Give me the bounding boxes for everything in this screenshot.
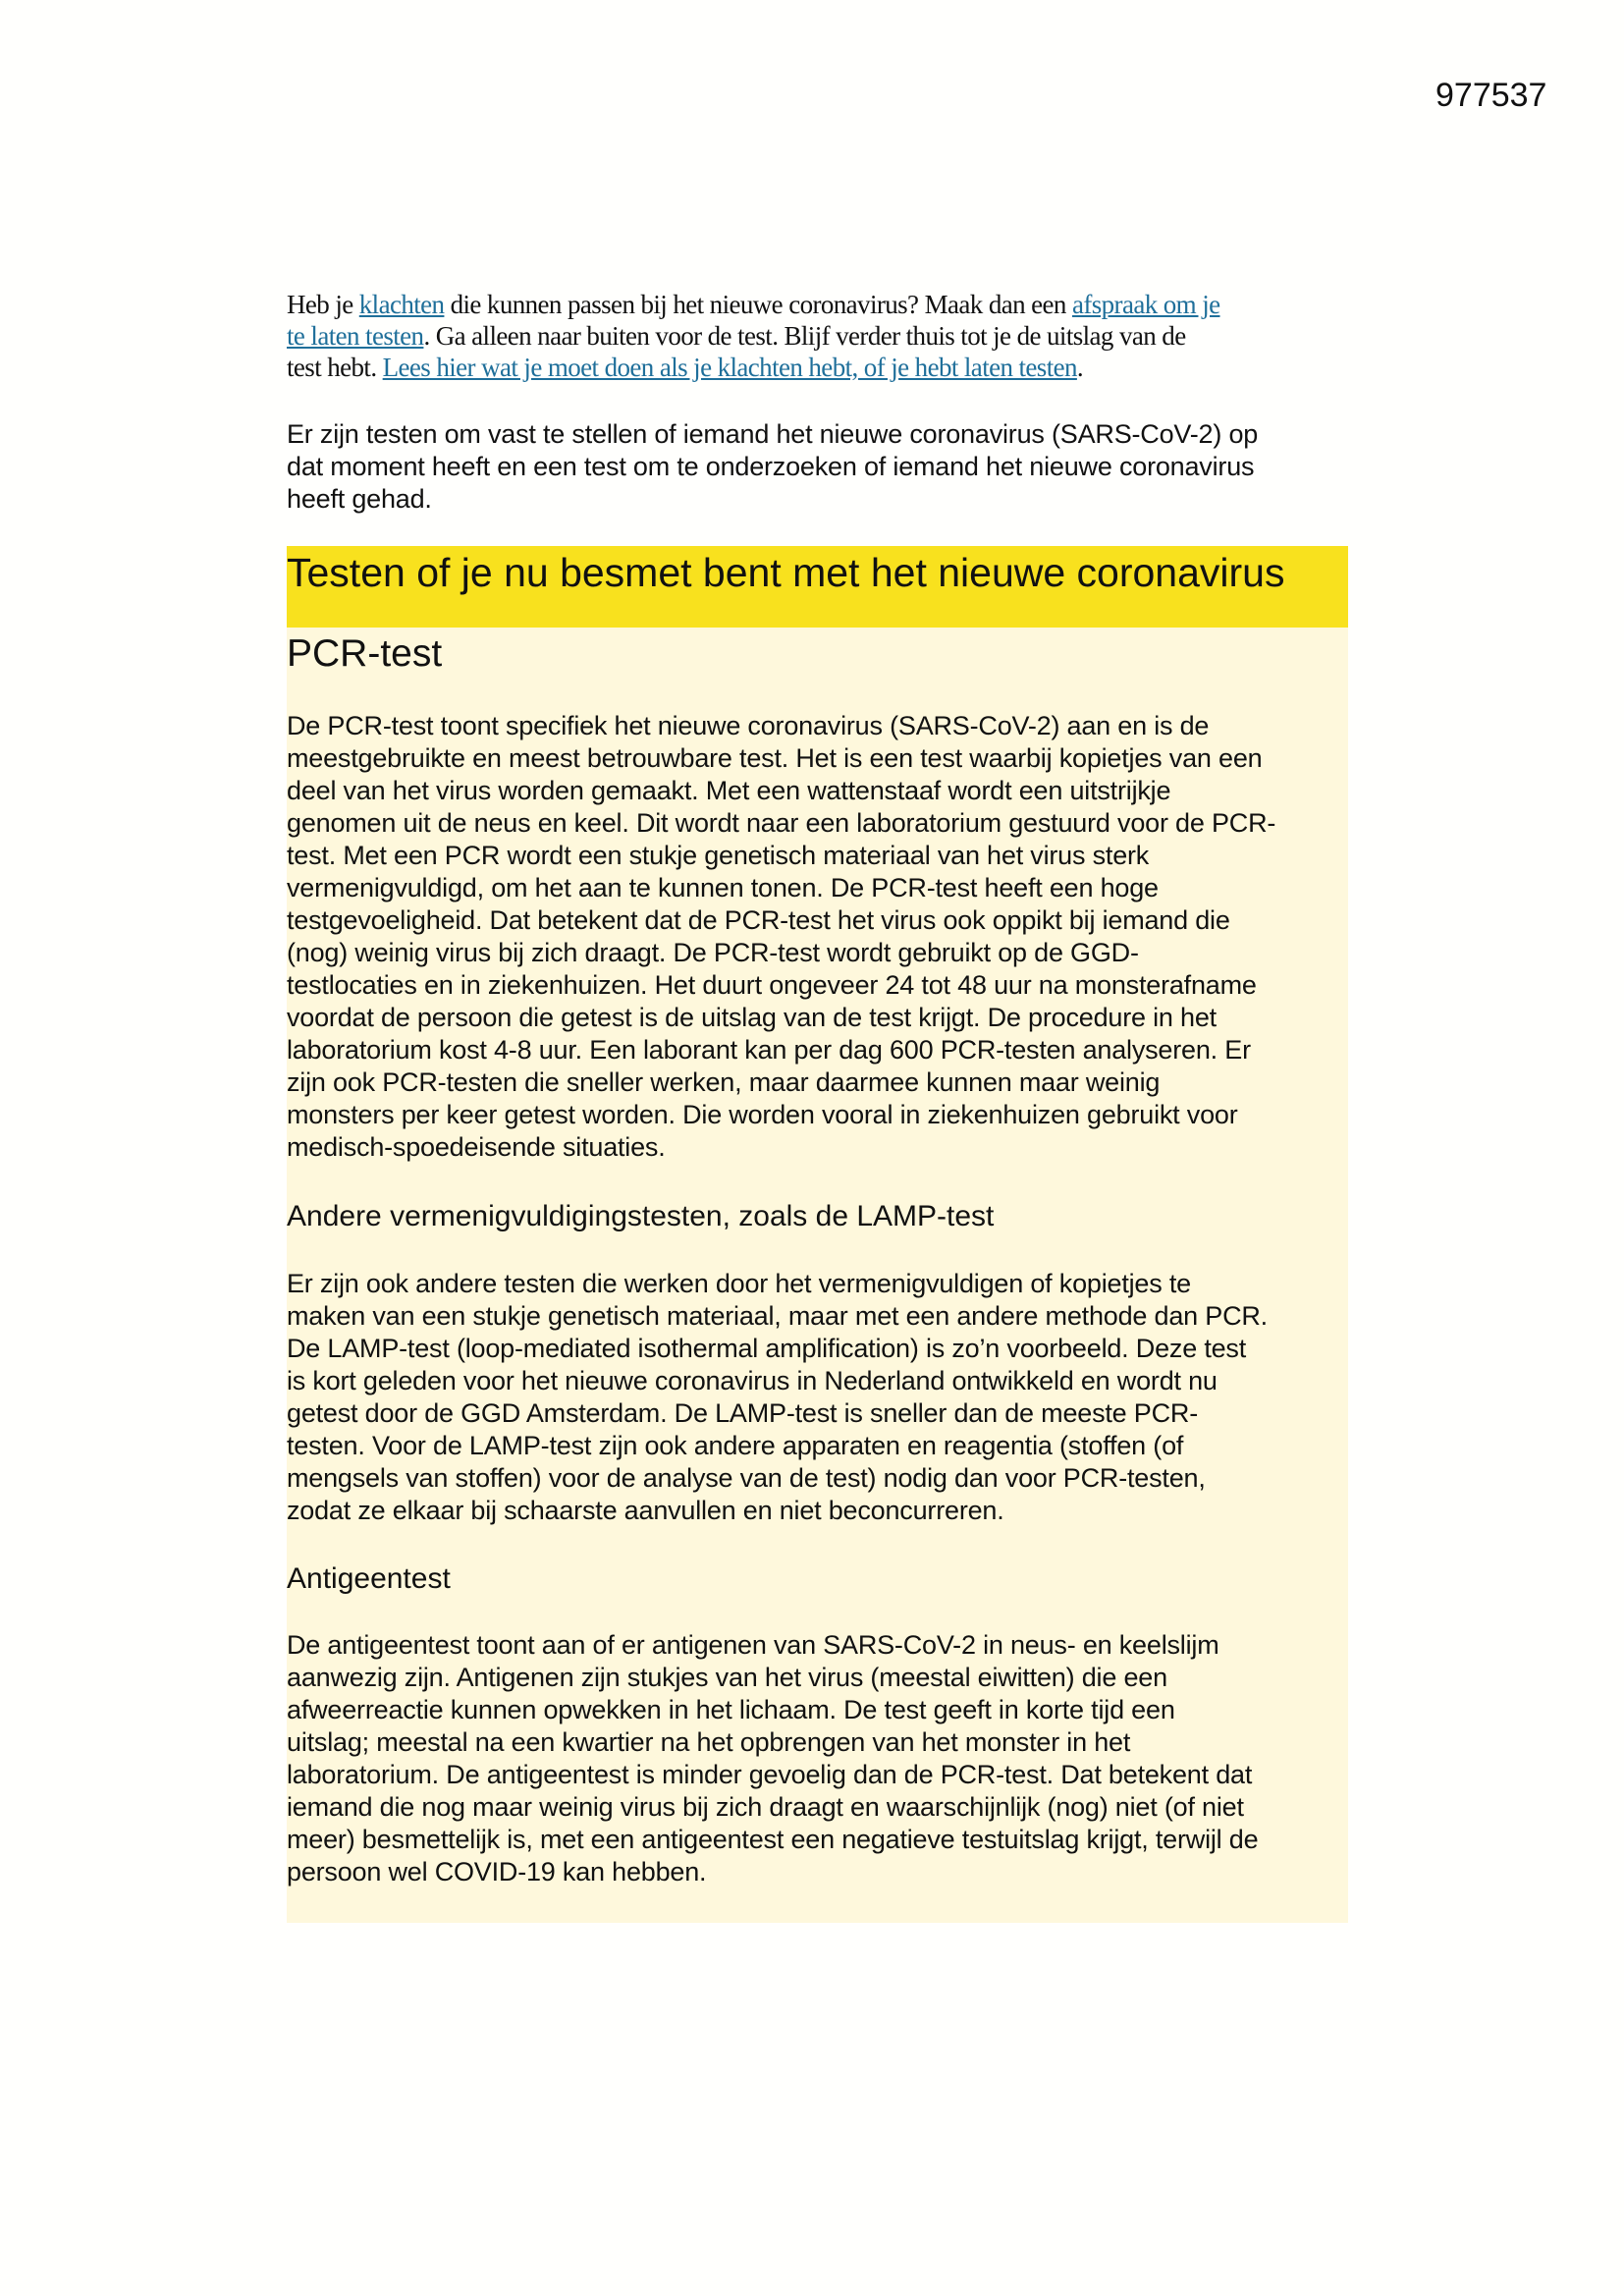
text: Heb je [287,290,359,319]
text-line: zodat ze elkaar bij schaarste aanvullen en niet beconcurreren. [287,1496,1004,1525]
text-line: laboratorium. De antigeentest is minder gevoelig dan de PCR-test. Dat betekent dat [287,1760,1253,1789]
text-line: aanwezig zijn. Antigenen zijn stukjes van het virus (meestal eiwitten) die een [287,1663,1167,1692]
text-line: monsters per keer getest worden. Die worden vooral in ziekenhuizen gebruikt voor [287,1100,1238,1129]
antigeen-paragraph [287,1629,1258,1888]
text: . Ga alleen naar buiten voor de test. Blijf verder thuis tot je de uitslag van de [423,321,1186,351]
text-line: testen. Voor de LAMP-test zijn ook andere apparaten en reagentia (stoffen (of [287,1431,1184,1460]
lamp-paragraph [287,1268,1268,1527]
text-line: De PCR-test toont specifiek het nieuwe coronavirus (SARS-CoV-2) aan en is de [287,711,1210,740]
text-line: test. Met een PCR wordt een stukje genetisch materiaal van het virus sterk [287,841,1150,870]
text-line: afweerreactie kunnen opwekken in het lichaam. De test geeft in korte tijd een [287,1695,1175,1724]
text-line: iemand die nog maar weinig virus bij zich draagt en waarschijnlijk (nog) niet (of niet [287,1792,1244,1822]
text-line: meestgebruikte en meest betrouwbare test. Het is een test waarbij kopietjes van een [287,743,1263,773]
afspraak-link[interactable]: afspraak om je [1071,290,1220,319]
text-line: Er zijn ook andere testen die werken door het vermenigvuldigen of kopietjes te [287,1269,1191,1298]
text-line: De LAMP-test (loop-mediated isothermal amplification) is zo’n voorbeeld. Deze test [287,1334,1247,1363]
text-line: persoon wel COVID-19 kan hebben. [287,1857,707,1886]
lamp-title: Andere vermenigvuldigingstesten, zoals de LAMP-test [287,1200,995,1232]
text-line: voordat de persoon die getest is de uitslag van de test krijgt. De procedure in het [287,1003,1217,1032]
text: . [1076,353,1084,382]
section-title: Testen of je nu besmet bent met het nieuwe coronavirus [287,550,1285,595]
intro-paragraph [287,289,1220,383]
text-line: dat moment heeft en een test om te onderzoeken of iemand het nieuwe coronavirus [287,452,1255,481]
text-line: zijn ook PCR-testen die sneller werken, maar daarmee kunnen maar weinig [287,1067,1161,1097]
text-line: Er zijn testen om vast te stellen of iemand het nieuwe coronavirus (SARS-CoV-2) op [287,419,1259,449]
tests-intro-paragraph [287,418,1258,516]
text-line: De antigeentest toont aan of er antigenen van SARS-CoV-2 in neus- en keelslijm [287,1630,1219,1660]
text-line: is kort geleden voor het nieuwe coronavirus in Nederland ontwikkeld en wordt nu [287,1366,1218,1395]
antigeen-title: Antigeentest [287,1562,451,1595]
text-line: genomen uit de neus en keel. Dit wordt naar een laboratorium gestuurd voor de PCR- [287,808,1276,838]
text-line: maken van een stukje genetisch materiaal, maar met een andere methode dan PCR. [287,1301,1268,1331]
text-line: meer) besmettelijk is, met een antigeentest een negatieve testuitslag krijgt, terwijl de [287,1825,1259,1854]
text-line: uitslag; meestal na een kwartier na het opbrengen van het monster in het [287,1727,1131,1757]
text: die kunnen passen bij het nieuwe coronavirus? Maak dan een [444,290,1072,319]
afspraak-link-cont[interactable]: te laten testen [287,321,424,351]
document-id: 977537 [1435,77,1547,114]
pcr-title: PCR-test [287,632,443,675]
text-line: medisch-spoedeisende situaties. [287,1132,666,1162]
text-line: testlocaties en in ziekenhuizen. Het duurt ongeveer 24 tot 48 uur na monsterafname [287,970,1257,1000]
klachten-link[interactable]: klachten [358,290,445,319]
text-line: getest door de GGD Amsterdam. De LAMP-test is sneller dan de meeste PCR- [287,1398,1198,1428]
text: test hebt. [287,353,383,382]
text-line: heeft gehad. [287,484,432,514]
text-line: deel van het virus worden gemaakt. Met een wattenstaaf wordt een uitstrijkje [287,776,1171,805]
pcr-paragraph [287,710,1275,1164]
text-line: vermenigvuldigd, om het aan te kunnen tonen. De PCR-test heeft een hoge [287,873,1159,902]
text-line: mengsels van stoffen) voor de analyse van de test) nodig dan voor PCR-testen, [287,1463,1206,1493]
text-line: (nog) weinig virus bij zich draagt. De PCR-test wordt gebruikt op de GGD- [287,938,1139,967]
text-line: testgevoeligheid. Dat betekent dat de PCR-test het virus ook oppikt bij iemand die [287,905,1230,935]
text-line: laboratorium kost 4-8 uur. Een laborant kan per dag 600 PCR-testen analyseren. Er [287,1035,1251,1065]
lees-hier-link[interactable]: Lees hier wat je moet doen als je klachten hebt, of je hebt laten testen [382,353,1077,382]
